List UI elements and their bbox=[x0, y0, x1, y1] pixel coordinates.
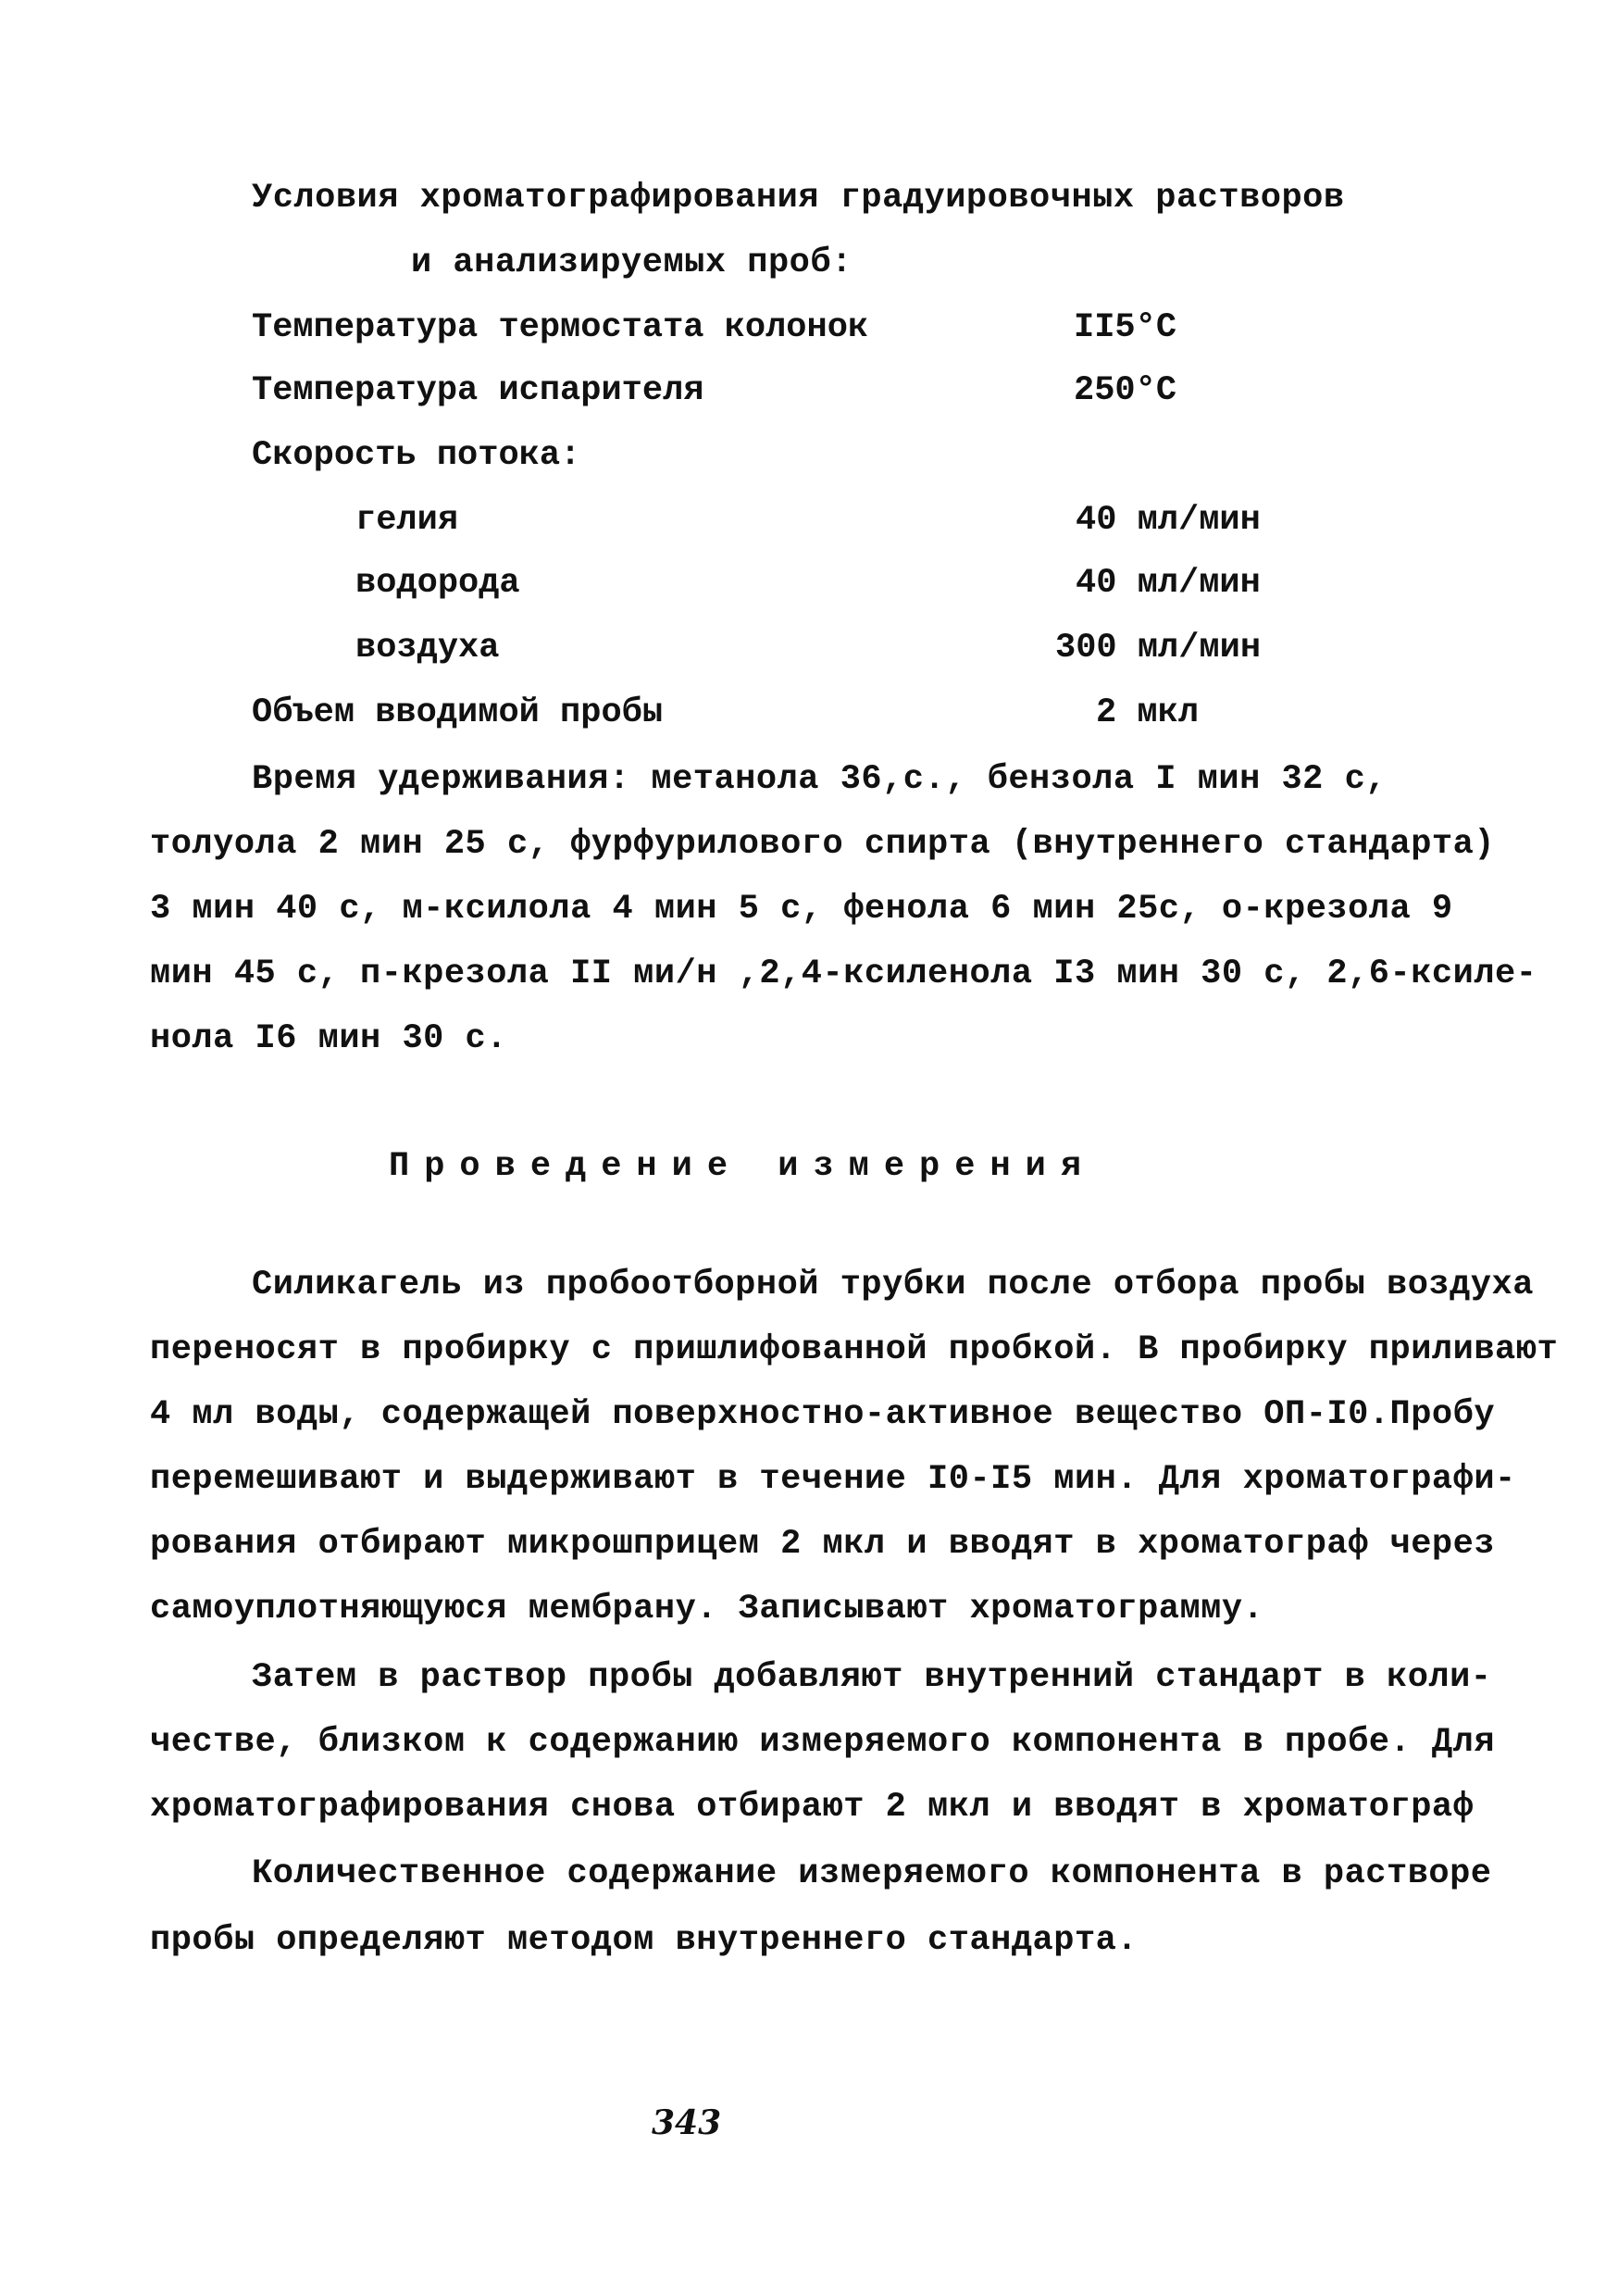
page-number: 343 bbox=[652, 2103, 722, 2142]
procedure-line: переносят в пробирку с пришлифованной пробкой. В пробирку приливают bbox=[150, 1330, 1559, 1369]
procedure-line: самоуплотняющуюся мембрану. Записывают хроматограмму. bbox=[150, 1590, 1264, 1628]
retention-line: нола I6 мин 30 с. bbox=[150, 1019, 507, 1058]
procedure-line: пробы определяют методом внутреннего стандарта. bbox=[150, 1921, 1139, 1960]
condition-value: II5°C bbox=[1074, 308, 1177, 347]
procedure-line: Количественное содержание измеряемого компонента в растворе bbox=[252, 1854, 1492, 1893]
condition-label: Объем вводимой пробы bbox=[252, 693, 664, 732]
condition-label: гелия bbox=[355, 501, 459, 540]
retention-line: мин 45 с, п-крезола II ми/н ,2,4-ксиленола I3 мин 30 с, 2,6-ксиле- bbox=[150, 955, 1537, 993]
procedure-line: рования отбирают микрошприцем 2 мкл и вводят в хроматограф через bbox=[150, 1525, 1496, 1564]
condition-value: 2 мкл bbox=[1096, 693, 1200, 732]
procedure-line: Силикагель из пробоотборной трубки после отбора пробы воздуха bbox=[252, 1266, 1534, 1304]
procedure-line: честве, близком к содержанию измеряемого компонента в пробе. Для bbox=[150, 1723, 1496, 1762]
condition-label: воздуха bbox=[355, 629, 500, 668]
conditions-title-line-2: и анализируемых проб: bbox=[411, 243, 853, 282]
retention-line: 3 мин 40 с, м-ксилола 4 мин 5 с, фенола 6 мин 25с, о-крезола 9 bbox=[150, 890, 1453, 929]
condition-value: 40 мл/мин bbox=[1076, 564, 1261, 603]
procedure-line: хроматографирования снова отбирают 2 мкл и вводят в хроматограф bbox=[150, 1788, 1475, 1827]
retention-line: Время удерживания: метанола 36,с., бензола I мин 32 с, bbox=[252, 760, 1387, 799]
procedure-line: 4 мл воды, содержащей поверхностно-активное вещество ОП-I0.Пробу bbox=[150, 1395, 1496, 1434]
condition-label: Скорость потока: bbox=[252, 436, 581, 475]
condition-value: 300 мл/мин bbox=[1055, 629, 1262, 668]
condition-label: Температура испарителя bbox=[252, 371, 704, 410]
conditions-title-line-1: Условия хроматографирования градуировочных растворов bbox=[252, 179, 1345, 218]
procedure-line: Затем в раствор пробы добавляют внутренний стандарт в коли- bbox=[252, 1658, 1492, 1697]
procedure-line: перемешивают и выдерживают в течение I0-I5 мин. Для хроматографи- bbox=[150, 1460, 1516, 1499]
condition-label: водорода bbox=[355, 564, 520, 603]
condition-value: 40 мл/мин bbox=[1076, 501, 1261, 540]
section-heading: Проведение измерения bbox=[389, 1147, 1097, 1186]
condition-value: 250°C bbox=[1074, 371, 1177, 410]
condition-label: Температура термостата колонок bbox=[252, 308, 869, 347]
retention-line: толуола 2 мин 25 с, фурфурилового спирта (внутреннего стандарта) bbox=[150, 825, 1496, 864]
